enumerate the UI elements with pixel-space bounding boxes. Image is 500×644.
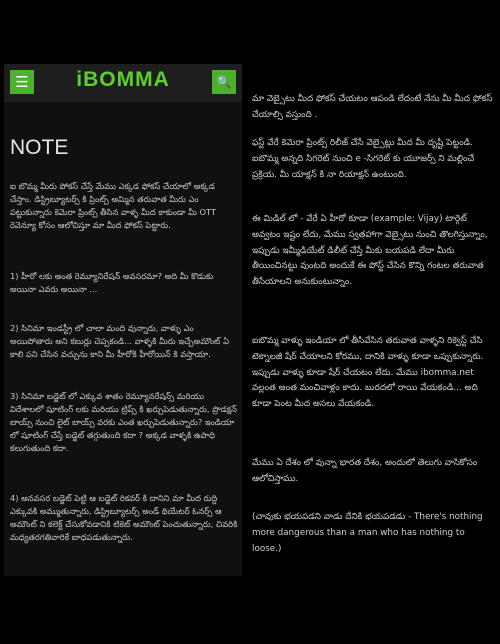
right-paragraph-3: ఈ మిడిల్ లో - వేరే ఏ హీరో కూడా (example: Vijay) టార్గెట్ అవ్వటం ఇష్టం లేదు, మేము స్వతహాగా వెబ్సైటు నుంచి తొలగిస్తున్నాం, ఇప్పుడు ఇమ్మీడియేట్ డిలీట్ చేస్తే మీకు బయపడి లేదా మీరు తీయించినట్టు వుంటది అందుకే ఈ పోస్ట్ చేసిన కొన్ని గంటల తరువాత తీసేయాలని అనుకుంటున్నాం. [252,214,488,288]
note-paragraph-4: 4) అనవసర బడ్జెట్ పెట్టి ఆ బడ్జెట్ రికవర్ కి దానిని మా మీద రుద్ది ఎక్కువకి అమ్ముతున్నారు, డిస్ట్రిబ్యూటర్స్ అండ్ థియేటర్ ఓనర్స్ ఆ అమౌంట్ ని కలెక్ట్ చేసుకోవడానికి టికెట్ అమౌంట్ పెంచుతున్నారు, చివరికి మధ్యతరగతివారికే బాధపడుతున్నారు. [10,493,238,542]
right-paragraph-1: మా వెబ్సైటు మీద ఫోకస్ చేయటం ఆపండి లేదంటే నేను మీ మీద ఫోకస్ చేయాల్సి వస్తుంది . [252,94,493,120]
right-paragraph-2: ఫస్ట్ వేరే కెమెరా ప్రింట్స్ రిలీజ్ చేసే వెబ్సైట్లు మీద మీ దృష్టి పెట్టండి. ఐబొమ్మ అన్నది సిగరెట్ నుంచి e -సిగరెట్ కు యూజర్స్ ని మల్లించే ప్రక్రియ. మీ యాక్షన్ కి నా రియాక్షన్ ఉంటుంది. [252,138,475,180]
left-screenshot-panel [4,64,242,576]
site-logo[interactable] [4,68,242,92]
right-paragraph-6: (చావుకు భయపడని వాడు దేనికి భయపడడు - There's nothing more dangerous than a man who has nothing to loose.) [252,512,483,554]
menu-icon[interactable]: ☰ [10,70,34,94]
search-icon[interactable]: 🔍 [212,70,236,94]
logo-prefix: i [76,68,84,91]
note-paragraph-2: 2) సినిమా ఇండస్ట్రీ లో చాలా మంది వున్నారు, వాళ్ళు ఎం అయిపోతారు అని కబుర్లు చెప్పకండి... వాళ్ళకి మీరు ఇచ్చేఅమౌంట్ ఏ కాలి పని చేసిన వచ్చును కాని మీ హీరోకి హీరోయిన్ కి వస్తాయా. [10,323,229,359]
note-paragraph-3: 3) సినిమా బడ్జెట్ లో ఎక్కువ శాతం రెమ్యూనరేషన్స్ మరియు విదేశాలలో షూటింగ్ లకు మరియు ట్రిప్స్ కి ఖర్చుపెడుతున్నారు, ప్రొడక్షన్ బాయ్స్ నుంచి లైట్ బాయ్స్ వరకు ఎంత ఖర్చుపెడుతున్నారు? ఇండియా లో షూటింగ్ చేస్తే బడ్జెట్ తగ్గుతుంది కదా ? అక్కడ వాళ్ళకి ఉపాధి కలుగుతుంది కదా. [10,391,237,453]
note-title: NOTE [10,136,69,159]
top-bar [4,64,242,102]
right-paragraph-5: మేము ఏ దేశం లో వున్నా భారత దేశం, అందులో తెలుగు వాసికోసం ఆలోచిస్తాము. [252,458,478,484]
right-paragraph-4: ఐబొమ్మ వాళ్ళు ఇండియా లో తీసివేసిన తరువాత వాళ్ళని రిక్వెస్ట్ చేసి టెక్నాలజీ షేర్ చేయాలని కోరము, దానికి వాళ్ళు కూడా ఒప్పుకున్నారు. ఇప్పుడు వాళ్ళు కూడా షేర్ చేయటం లేదు. మేము ibomma.net వల్లంత అంత మంచివాళ్లం కాదు. బురదలో రాయి వేయకండి... అది కూడా పెంట మీద అసలు వేయకండి. [252,336,484,410]
logo-name: BOMMA [83,68,170,91]
note-paragraph-intro: ఐ బొమ్మ మీరు పోకస్ చేస్తే మేము ఎక్కడ ఫోకస్ చేయాలో అక్కడ చేస్తాం. డిస్ట్రిబ్యూటర్స్ కి ప్రింట్స్ అమ్మిన తరువాత మీరు ఎం పట్టుకున్నారు కెమెరా ప్రింట్స్ తీసిన వాళ్ళ మీద కాకుండా మీ OTT రెవెన్యూ కోసం ఆలోచిస్తూ మా మీద ఫోకస్ పెట్టారు. [10,181,217,230]
right-text-panel [248,92,498,562]
note-paragraph-1: 1) హీరో లకు అంత రెమ్యూనిరేషన్ అవసరమా? అది మీ కొడుకు అయినా ఎవరు అయినా ... [10,271,214,294]
